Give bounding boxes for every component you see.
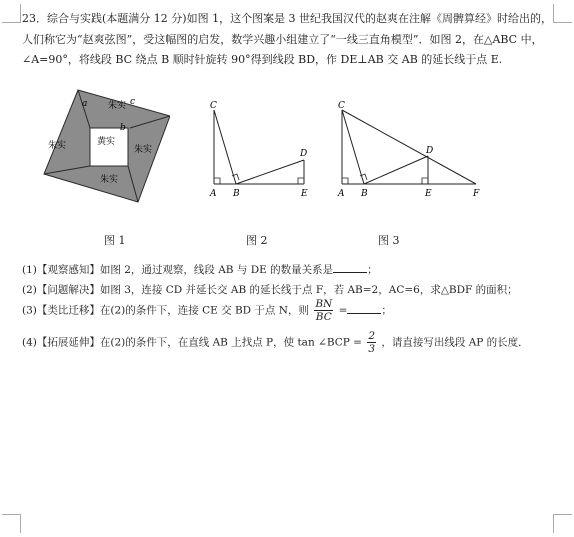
problem-line-2: 人们称它为“赵爽弦图”，受这幅图的启发，数学兴趣小组建立了“一线三直角模型”．如图 2，在△ABC 中， bbox=[22, 33, 543, 46]
figure-3-caption: 图 3 bbox=[378, 234, 400, 247]
point-e-label: E bbox=[301, 189, 308, 199]
figure-1-caption: 图 1 bbox=[104, 234, 126, 247]
figure-2-caption: 图 2 bbox=[246, 234, 268, 247]
crop-mark-top-left bbox=[2, 4, 21, 23]
problem-line-1: 23．综合与实践(本题满分 12 分)如图 1，这个图案是 3 世纪我国汉代的赵爽在注解《周髀算经》时给出的， bbox=[22, 12, 553, 25]
question-1-blank[interactable] bbox=[333, 262, 367, 273]
fraction-numerator: 2 bbox=[368, 330, 376, 342]
question-3-blank[interactable] bbox=[347, 303, 381, 314]
point-a-label: A bbox=[338, 189, 345, 199]
fraction-denominator: BC bbox=[315, 311, 332, 323]
fraction-bn-over-bc bbox=[314, 298, 333, 323]
point-d-label: D bbox=[426, 146, 434, 156]
point-b-label: B bbox=[233, 189, 240, 199]
label-zhushi-top: 朱实 bbox=[108, 101, 127, 111]
point-b-label: B bbox=[361, 189, 368, 199]
question-1 bbox=[22, 262, 378, 277]
crop-mark-bottom-left bbox=[2, 514, 21, 533]
fraction-two-thirds bbox=[367, 330, 376, 355]
right-angle-a bbox=[214, 178, 220, 184]
label-c: c bbox=[130, 97, 136, 107]
question-2-text: (2)【问题解决】如图 3，连接 CD 并延长交 AB 的延长线于点 F，若 AB=2，AC=6，求△BDF 的面积； bbox=[22, 284, 518, 296]
figure-3-diagram bbox=[332, 98, 492, 208]
question-4 bbox=[22, 330, 529, 355]
crop-mark-top-right bbox=[553, 4, 572, 23]
point-c-label: C bbox=[338, 101, 345, 111]
question-4-text: (4)【拓展延伸】在(2)的条件下，在直线 AB 上找点 P，使 tan ∠BCP = bbox=[22, 336, 362, 349]
right-angle-e bbox=[422, 178, 428, 184]
label-huangshi: 黄实 bbox=[97, 137, 116, 147]
point-a-label: A bbox=[210, 189, 217, 199]
figure-2-diagram bbox=[204, 98, 324, 208]
figure-1-zhao-shuang-diagram bbox=[40, 86, 170, 206]
point-d-label: D bbox=[300, 149, 308, 159]
label-zhushi-right: 朱实 bbox=[134, 145, 153, 155]
point-c-label: C bbox=[210, 101, 217, 111]
fraction-denominator: 3 bbox=[368, 343, 376, 355]
segment-bd bbox=[364, 156, 428, 184]
segment-bd bbox=[236, 160, 304, 184]
question-3 bbox=[22, 298, 392, 323]
point-e-label: E bbox=[425, 189, 432, 199]
label-b: b bbox=[120, 123, 126, 133]
segment-cb bbox=[342, 110, 364, 184]
fraction-numerator: BN bbox=[315, 298, 333, 310]
question-4-end: ，请直接写出线段 AP 的长度． bbox=[381, 336, 529, 349]
label-a: a bbox=[82, 99, 88, 109]
segment-cb bbox=[214, 110, 236, 184]
label-zhushi-bottom: 朱实 bbox=[100, 175, 119, 185]
question-3-equals: = bbox=[338, 304, 348, 317]
question-1-text: (1)【观察感知】如图 2，通过观察，线段 AB 与 DE 的数量关系是 bbox=[22, 264, 334, 276]
segment-cf bbox=[342, 110, 476, 184]
question-1-end: ； bbox=[367, 264, 378, 276]
crop-mark-bottom-right bbox=[553, 514, 572, 533]
point-f-label: F bbox=[473, 189, 480, 199]
label-zhushi-left: 朱实 bbox=[48, 141, 67, 151]
inner-square bbox=[90, 128, 128, 166]
question-2 bbox=[22, 282, 518, 297]
problem-line-3: ∠A=90°，将线段 BC 绕点 B 顺时针旋转 90°得到线段 BD，作 DE⊥AB 交 AB 的延长线于点 E. bbox=[22, 53, 503, 66]
right-angle-a bbox=[342, 178, 348, 184]
question-3-text: (3)【类比迁移】在(2)的条件下，连接 CE 交 BD 于点 N，则 bbox=[22, 304, 309, 317]
question-3-end: ； bbox=[381, 304, 392, 317]
right-angle-e bbox=[298, 178, 304, 184]
